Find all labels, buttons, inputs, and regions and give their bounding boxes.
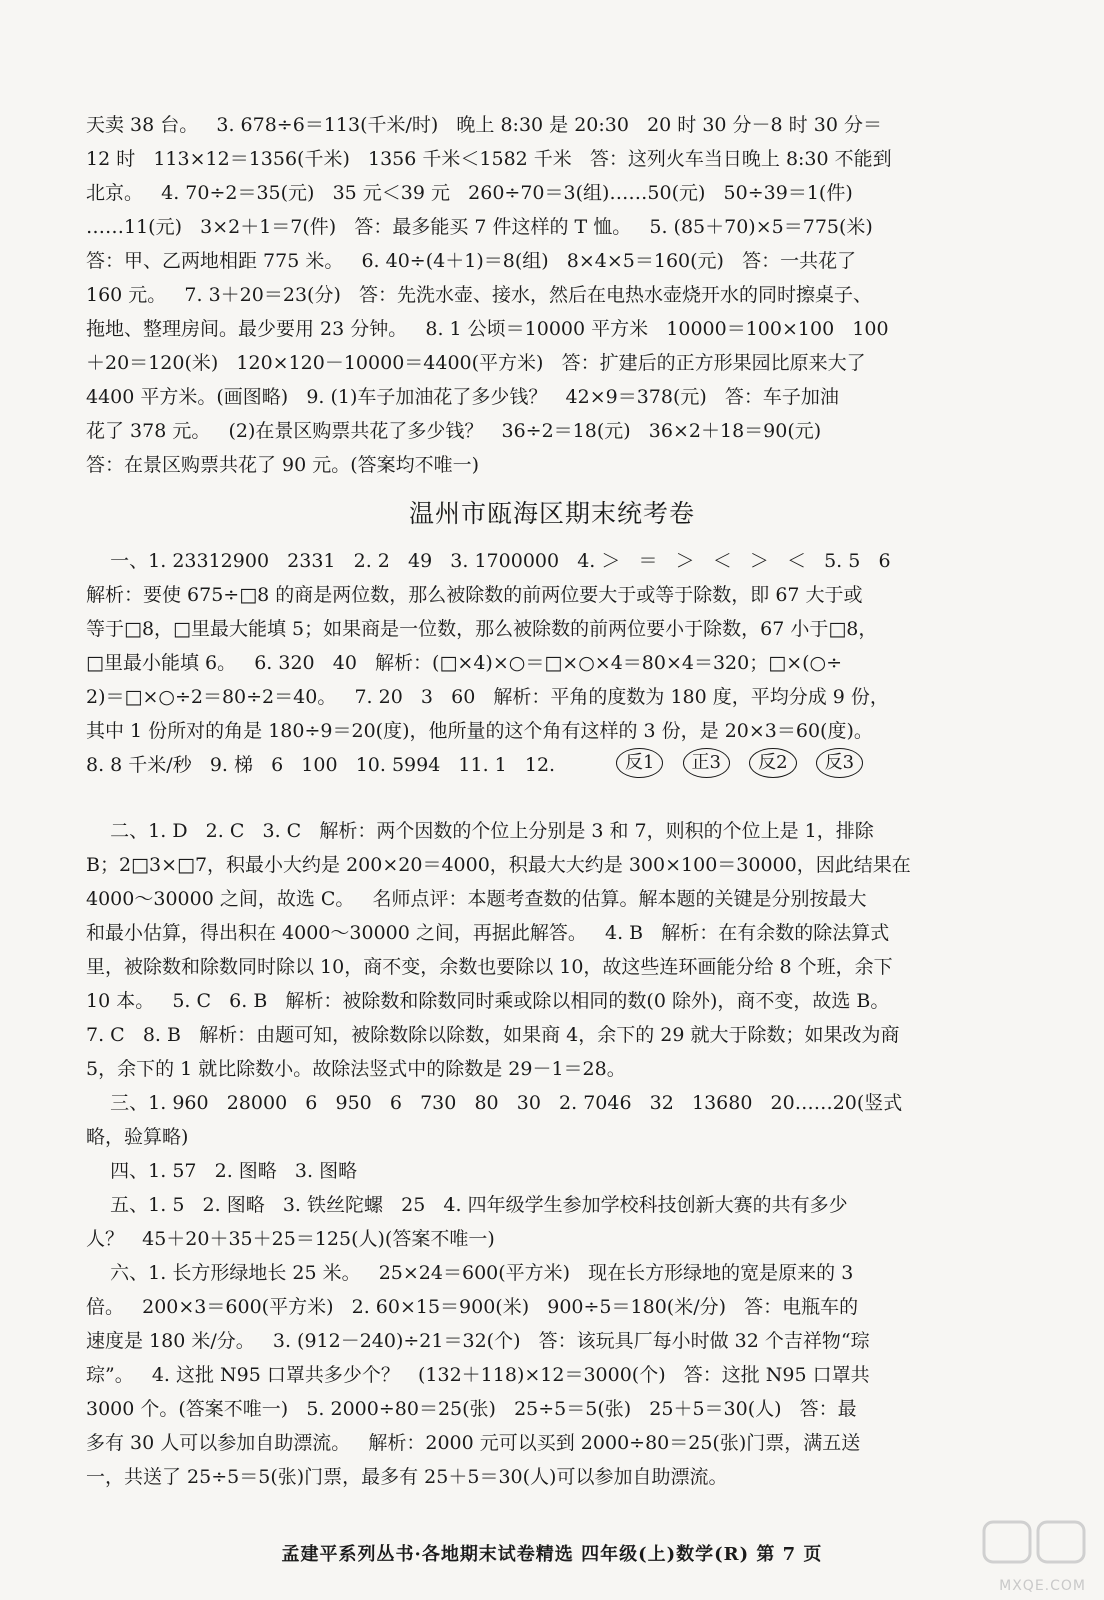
text-line: 160 元。 7. 3＋20＝23(分) 答：先洗水壶、接水，然后在电热水壶烧开水的同时擦桌子、	[86, 284, 872, 306]
text-line: 琮”。 4. 这批 N95 口罩共多少个？ (132＋118)×12＝3000(个) 答：这批 N95 口罩共	[86, 1364, 870, 1386]
text-line: 12 时 113×12＝1356(千米) 1356 千米＜1582 千米 答：这列火车当日晚上 8:30 不能到	[86, 148, 892, 170]
text-line: 天卖 38 台。 3. 678÷6＝113(千米/时) 晚上 8:30 是 20:30 20 时 30 分－8 时 30 分＝	[86, 114, 882, 136]
circled-answer: 反1	[616, 748, 663, 778]
text-line: 和最小估算，得出积在 4000～30000 之间，再据此解答。 4. B 解析：在有余数的除法算式	[86, 922, 890, 944]
text-line: 多有 30 人可以参加自助漂流。 解析：2000 元可以买到 2000÷80＝25(张)门票，满五送	[86, 1432, 861, 1454]
text-line: 四、1. 57 2. 图略 3. 图略	[86, 1160, 358, 1182]
text-line: 4400 平方米。(画图略) 9. (1)车子加油花了多少钱？ 42×9＝378(元) 答：车子加油	[86, 386, 839, 408]
circled-answer: 反2	[749, 748, 796, 778]
circled-answer: 正3	[683, 748, 730, 778]
text-line: □里最小能填 6。 6. 320 40 解析：(□×4)×○＝□×○×4＝80×4＝320；□×(○÷	[86, 652, 843, 674]
text-line: 其中 1 份所对的角是 180÷9＝20(度)，他所量的这个角有这样的 3 份，是 20×3＝60(度)。	[86, 720, 873, 742]
text-line: 3000 个。(答案不唯一) 5. 2000÷80＝25(张) 25÷5＝5(张) 25＋5＝30(人) 答：最	[86, 1398, 857, 1420]
text-line: 10 本。 5. C 6. B 解析：被除数和除数同时乘或除以相同的数(0 除外)，商不变，故选 B。	[86, 990, 890, 1012]
text-line: 花了 378 元。 (2)在景区购票共花了多少钱？ 36÷2＝18(元) 36×2＋18＝90(元)	[86, 420, 822, 442]
text-line: ＋20＝120(米) 120×120－10000＝4400(平方米) 答：扩建后的正方形果园比原来大了	[86, 352, 866, 374]
text-line: 等于□8，□里最大能填 5；如果商是一位数，那么被除数的前两位要小于除数，67 小于□8，	[86, 618, 878, 640]
text-line: 7. C 8. B 解析：由题可知，被除数除以除数，如果商 4，余下的 29 就大于除数；如果改为商	[86, 1024, 900, 1046]
text-line: 解析：要使 675÷□8 的商是两位数，那么被除数的前两位要大于或等于除数，即 67 大于或	[86, 584, 863, 606]
text-line: 4000～30000 之间，故选 C。 名师点评：本题考查数的估算。解本题的关键是分别按最大	[86, 888, 867, 910]
text-line: 五、1. 5 2. 图略 3. 铁丝陀螺 25 4. 四年级学生参加学校科技创新大赛的共有多少	[86, 1194, 848, 1216]
text-line: 里，被除数和除数同时除以 10，商不变，余数也要除以 10，故这些连环画能分给 8 个班，余下	[86, 956, 893, 978]
circled-answers	[616, 748, 877, 780]
text-line: 5，余下的 1 就比除数小。故除法竖式中的除数是 29－1＝28。	[86, 1058, 626, 1080]
text-line: 三、1. 960 28000 6 950 6 730 80 30 2. 7046 32 13680 20……20(竖式	[86, 1092, 903, 1114]
text-line: 一，共送了 25÷5＝5(张)门票，最多有 25＋5＝30(人)可以参加自助漂流。	[86, 1466, 728, 1488]
watermark-text: MXQE.COM	[999, 1578, 1086, 1594]
circled-answer: 反3	[816, 748, 863, 778]
text-line: 答：甲、乙两地相距 775 米。 6. 40÷(4＋1)＝8(组) 8×4×5＝160(元) 答：一共花了	[86, 250, 857, 272]
text-line: 速度是 180 米/分。 3. (912－240)÷21＝32(个) 答：该玩具厂每小时做 32 个吉祥物“琮	[86, 1330, 870, 1352]
text-line: 一、1. 23312900 2331 2. 2 49 3. 1700000 4. ＞ ＝ ＞ ＜ ＞ ＜ 5. 5 6	[86, 550, 891, 572]
text-line: 8. 8 千米/秒 9. 梯 6 100 10. 5994 11. 1 12.	[86, 754, 556, 776]
text-line: B；2□3×□7，积最小大约是 200×20＝4000，积最大大约是 300×100＝30000，因此结果在	[86, 854, 911, 876]
text-line: 北京。 4. 70÷2＝35(元) 35 元＜39 元 260÷70＝3(组)……50(元) 50÷39＝1(件)	[86, 182, 853, 204]
text-line: 倍。 200×3＝600(平方米) 2. 60×15＝900(米) 900÷5＝180(米/分) 答：电瓶车的	[86, 1296, 859, 1318]
text-line: 六、1. 长方形绿地长 25 米。 25×24＝600(平方米) 现在长方形绿地的宽是原来的 3	[86, 1262, 854, 1284]
text-line: 2)＝□×○÷2＝80÷2＝40。 7. 20 3 60 解析：平角的度数为 180 度，平均分成 9 份，	[86, 686, 889, 708]
text-line: 拖地、整理房间。最少要用 23 分钟。 8. 1 公顷＝10000 平方米 10000＝100×100 100	[86, 318, 889, 340]
text-line: 答：在景区购票共花了 90 元。(答案均不唯一)	[86, 454, 480, 476]
text-line: ……11(元) 3×2＋1＝7(件) 答：最多能买 7 件这样的 T 恤。 5. (85＋70)×5＝775(米)	[86, 216, 873, 238]
page-footer: 孟建平系列丛书·各地期末试卷精选 四年级(上)数学(R) 第 7 页	[281, 1544, 823, 1565]
text-line: 人？ 45＋20＋35＋25＝125(人)(答案不唯一)	[86, 1228, 495, 1250]
text-line: 二、1. D 2. C 3. C 解析：两个因数的个位上分别是 3 和 7，则积的个位上是 1，排除	[86, 820, 874, 842]
section-title: 温州市瓯海区期末统考卷	[408, 499, 695, 528]
text-line: 略，验算略)	[86, 1126, 189, 1148]
